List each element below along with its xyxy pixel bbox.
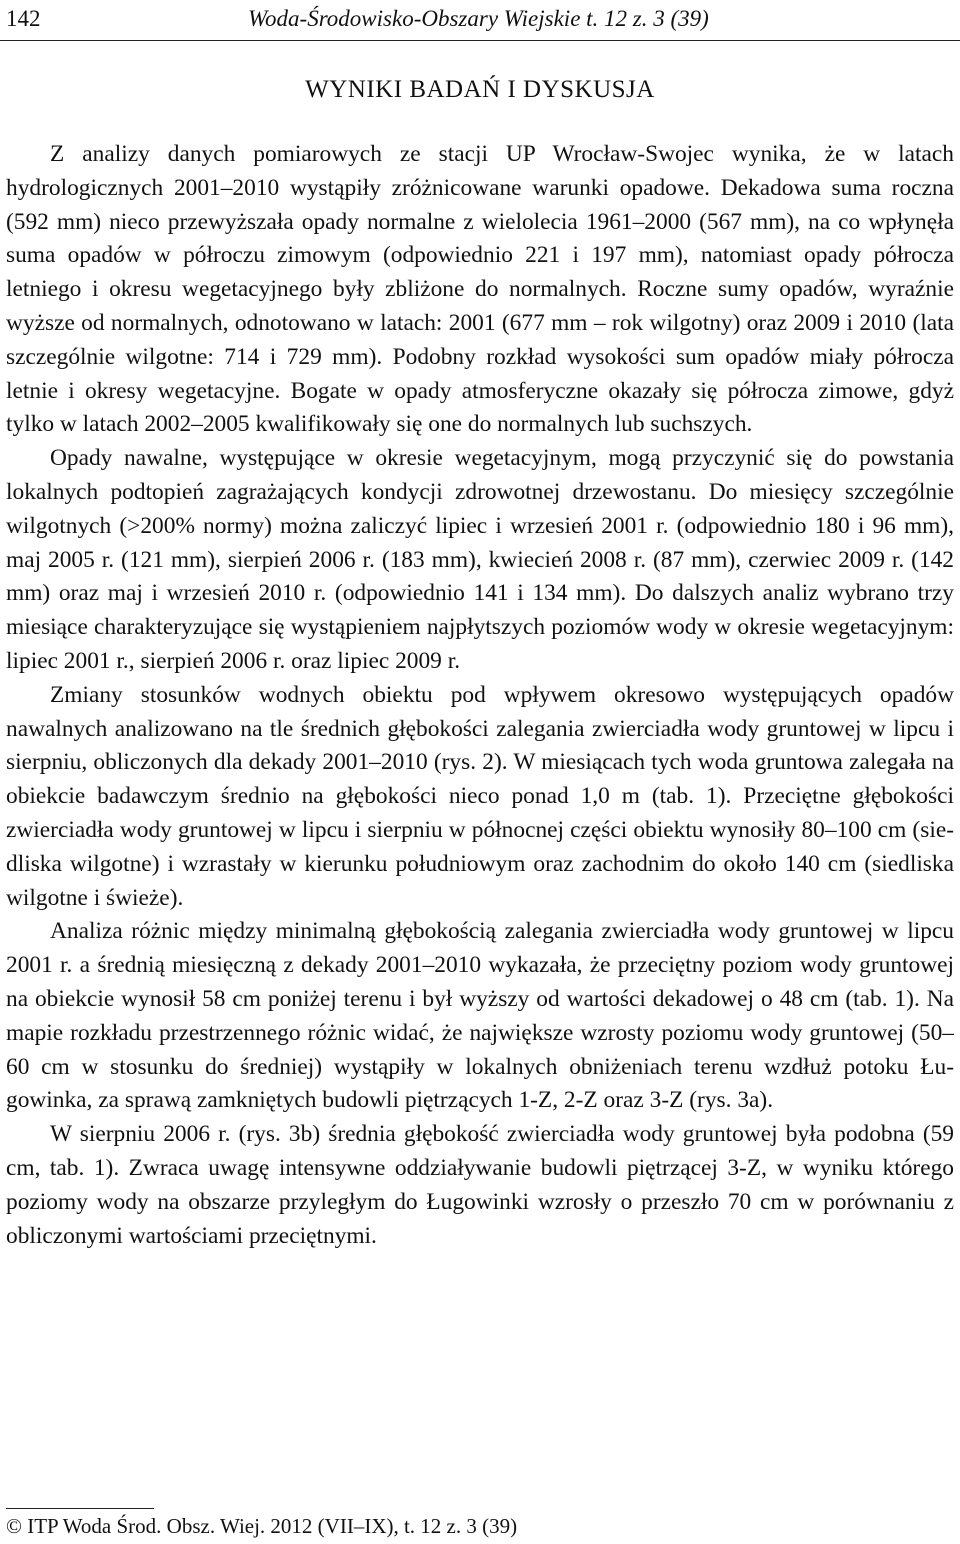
paragraph: Z analizy danych pomiarowych ze stacji UP Wrocław-Swojec wynika, że w latach hydrologicznych 2001–2010 wystąpiły zróżnicowane warunki opadowe. Dekadowa suma roczna (592 mm) nieco przewyższała opady normalne z wielolecia 1961–2000 (567 mm), na co wpłynęła suma opadów w półroczu zimowym (odpowiednio 221 i 197 mm), natomiast opady półrocza letniego i okresu wegetacyjnego były zbliżone do normalnych. Roczne sumy opadów, wyraźnie wyższe od normalnych, odnotowano w latach: 2001 (677 mm – rok wilgotny) oraz 2009 i 2010 (lata szczególnie wilgotne: 714 i 729 mm). Podobny rozkład wysokości sum opadów miały półrocza letnie i okresy wegetacyjne. Bogate w opady atmosferyczne okazały się półrocza zimowe, gdyż tylko w latach 2002–2005 kwalifikowały się one do normalnych lub suchszych. [6, 141, 954, 438]
paragraph: W sierpniu 2006 r. (rys. 3b) średnia głębokość zwierciadła wody gruntowej była podobna (59 cm, tab. 1). Zwraca uwagę intensywne oddziaływanie budowli piętrzącej 3-Z, w wyniku którego poziomy wody na obszarze przyległym do Ługowinki wzrosły o przeszło 70 cm w porównaniu z obliczonymi wartościami przeciętnymi. [6, 1121, 954, 1249]
body-text [6, 138, 954, 1253]
footer-copyright: © ITP Woda Środ. Obsz. Wiej. 2012 (VII–IX), t. 12 z. 3 (39) [6, 1514, 518, 1538]
section-heading: WYNIKI BADAŃ I DYSKUSJA [305, 76, 655, 103]
paragraph: Analiza różnic między minimalną głębokością zalegania zwierciadła wody gruntowej w lipcu 2001 r. a średnią miesięczną z dekady 2001–2010 wykazała, że przeciętny poziom wody gruntowej na obiekcie wynosił 58 cm poniżej terenu i był wyższy od wartości dekadowej o 48 cm (tab. 1). Na mapie rozkładu przestrzennego różnic widać, że największe wzrosty poziomu wody gruntowej (50–60 cm w stosunku do średniej) wystąpiły w lokalnych obniżeniach terenu wzdłuż potoku Ługowinka, za sprawą zamkniętych budowli piętrzących 1-Z, 2-Z oraz 3-Z (rys. 3a). [6, 918, 954, 1114]
journal-title: Woda-Środowisko-Obszary Wiejskie t. 12 z. 3 (39) [248, 6, 709, 31]
paragraph: Opady nawalne, występujące w okresie wegetacyjnym, mogą przyczynić się do powstania lokalnych podtopień zagrażających kondycji zdrowotnej drzewostanu. Do miesięcy szczególnie wilgotnych (>200% normy) można zaliczyć lipiec i wrzesień 2001 r. (odpowiednio 180 i 96 mm), maj 2005 r. (121 mm), sierpień 2006 r. (183 mm), kwiecień 2008 r. (87 mm), czerwiec 2009 r. (142 mm) oraz maj i wrzesień 2010 r. (odpowiednio 141 i 134 mm). Do dalszych analiz wybrano trzy miesiące charakteryzujące się wystąpieniem najpłytszych poziomów wody w okresie wegetacyjnym: lipiec 2001 r., sierpień 2006 r. oraz lipiec 2009 r. [6, 445, 954, 674]
paragraph: Zmiany stosunków wodnych obiektu pod wpływem okresowo występujących opadów nawalnych analizowano na tle średnich głębokości zalegania zwierciadła wody gruntowej w lipcu i sierpniu, obliczonych dla dekady 2001–2010 (rys. 2). W miesiącach tych woda gruntowa zalegała na obiekcie badawczym średnio na głębokości nieco ponad 1,0 m (tab. 1). Przeciętne głębokości zwierciadła wody gruntowej w lipcu i sierpniu w północnej części obiektu wynosiły 80–100 cm (siedliska wilgotne) i wzrastały w kierunku południowym oraz zachodnim do około 140 cm (siedliska wilgotne i świeże). [6, 681, 954, 911]
running-head [0, 0, 960, 41]
page-number: 142 [6, 6, 41, 31]
footer-rule [6, 1508, 154, 1509]
